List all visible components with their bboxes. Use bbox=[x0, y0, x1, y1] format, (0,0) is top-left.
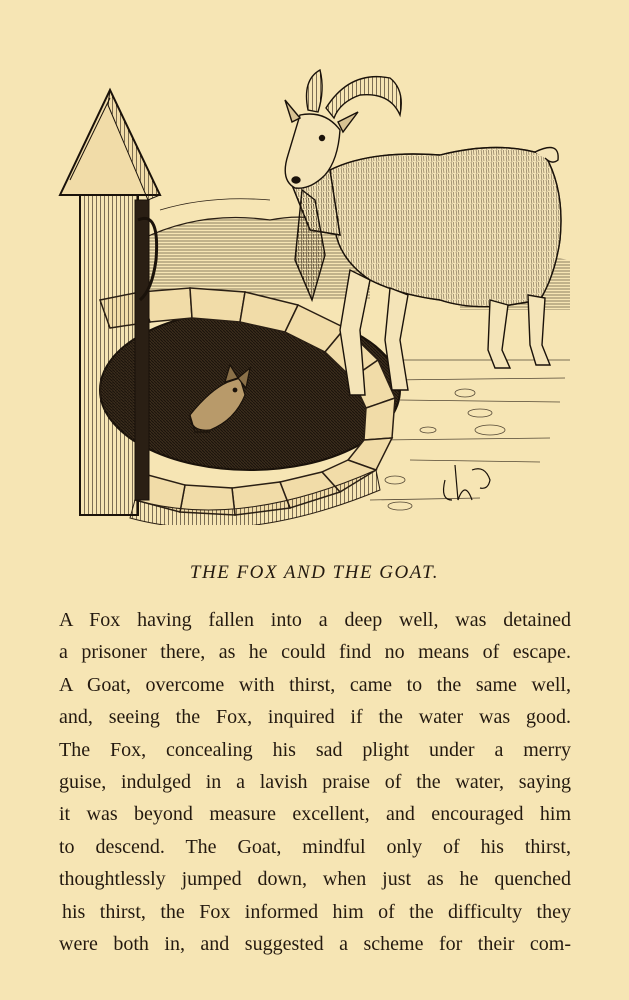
text-line: a prisoner there, as he could find no means of escape. bbox=[59, 641, 571, 664]
text-line: were both in, and suggested a scheme for their com- bbox=[59, 933, 571, 956]
fable-title: THE FOX AND THE GOAT. bbox=[189, 562, 440, 583]
text-line: thoughtlessly jumped down, when just as he quenched bbox=[59, 868, 571, 891]
text-line: A Fox having fallen into a deep well, was detained bbox=[59, 609, 571, 631]
fox-and-goat-engraving bbox=[40, 60, 580, 525]
text-line: and, seeing the Fox, inquired if the water was good. bbox=[59, 706, 571, 729]
text-line: it was beyond measure excellent, and encouraged him bbox=[59, 803, 571, 826]
text-line: guise, indulged in a lavish praise of the water, saying bbox=[59, 771, 571, 794]
fable-text bbox=[59, 604, 571, 960]
text-line: his thirst, the Fox informed him of the difficulty they bbox=[62, 900, 571, 923]
text-line: The Fox, concealing his sad plight under a merry bbox=[59, 738, 571, 761]
text-line: to descend. The Goat, mindful only of his thirst, bbox=[59, 835, 571, 858]
wooden-post bbox=[60, 90, 160, 515]
text-line: A Goat, overcome with thirst, came to the same well, bbox=[59, 673, 571, 696]
artist-signature bbox=[444, 465, 490, 500]
